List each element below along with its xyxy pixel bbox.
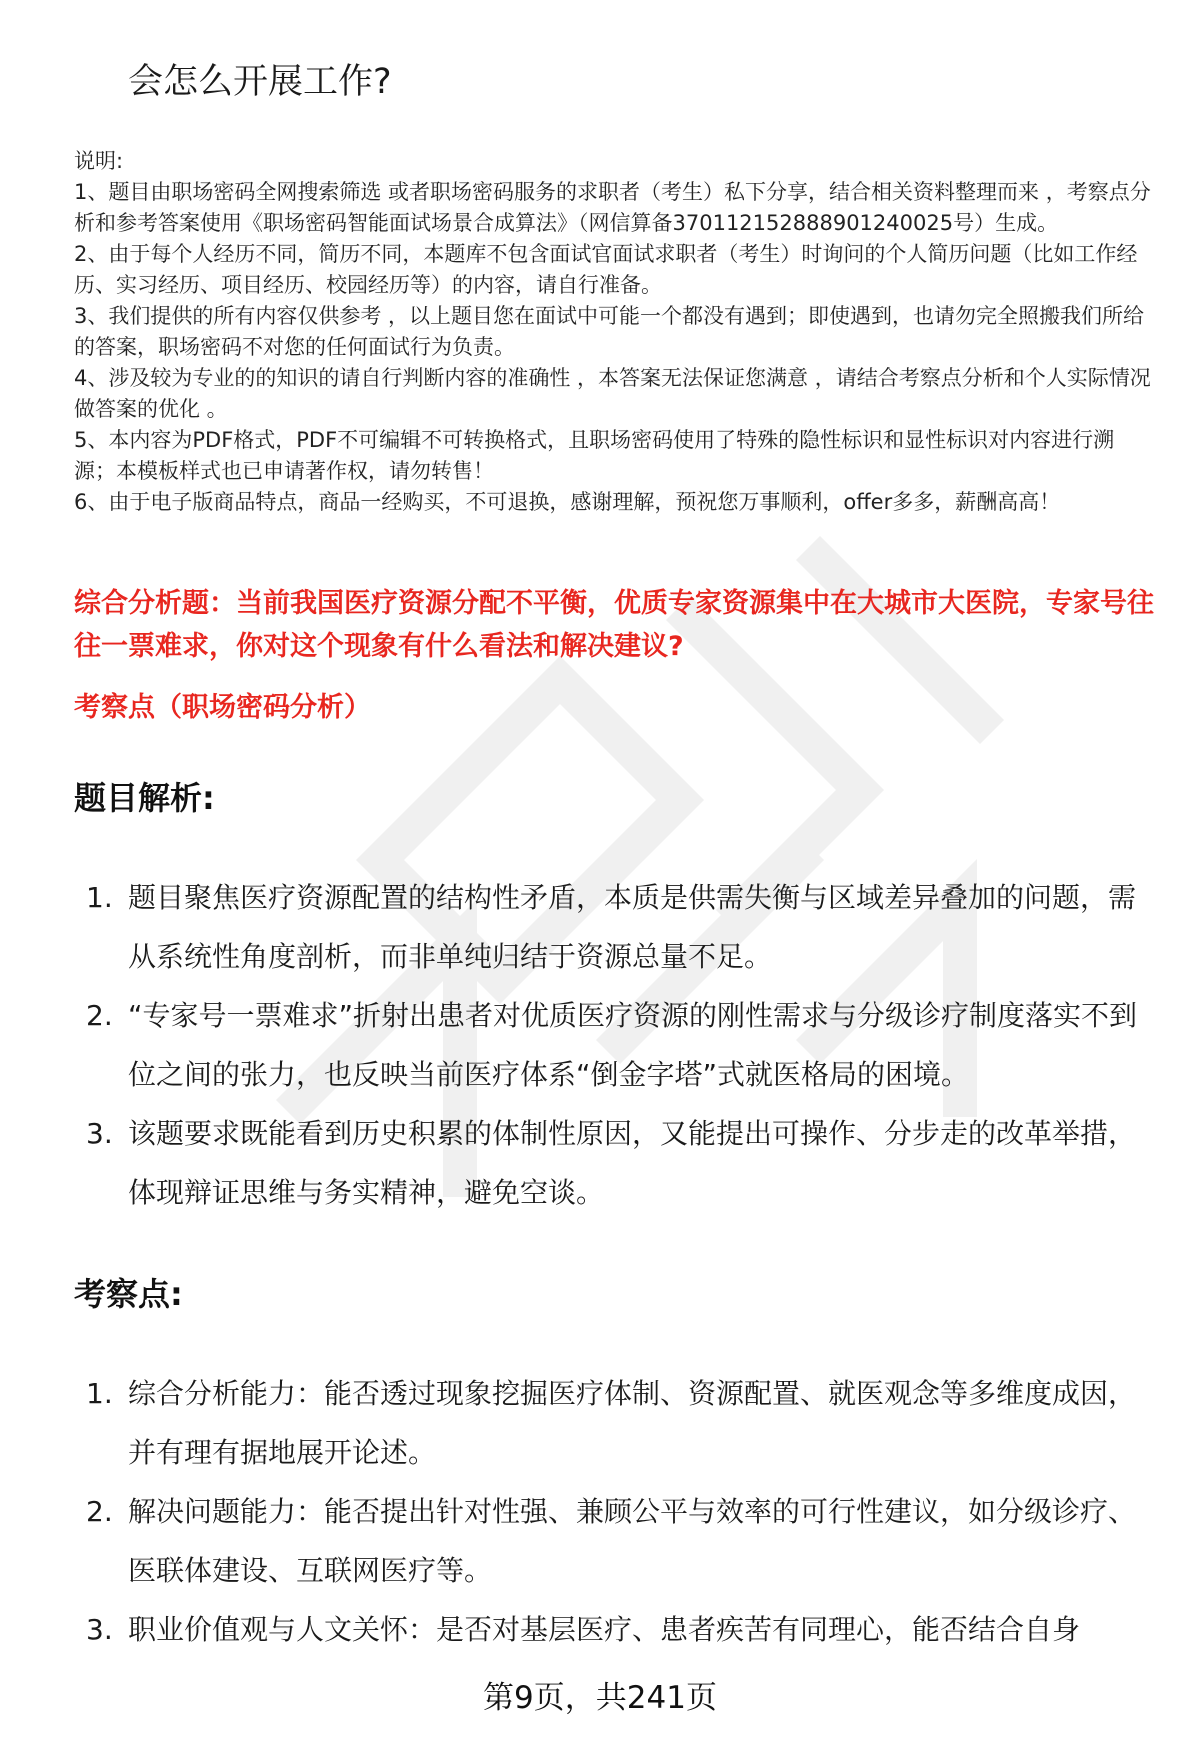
list-text: 解决问题能力：能否提出针对性强、兼顾公平与效率的可行性建议，如分级诊疗、医联体建设、互联网医疗等。 (128, 1495, 1137, 1587)
analysis-list (74, 868, 1154, 1222)
list-text: 该题要求既能看到历史积累的体制性原因，又能提出可操作、分步走的改革举措，体现辩证思维与务实精神，避免空谈。 (128, 1117, 1137, 1209)
previous-question-tail: 会怎么开展工作? (128, 62, 392, 102)
note-item: 5、本内容为PDF格式，PDF不可编辑不可转换格式，且职场密码使用了特殊的隐性标识和显性标识对内容进行溯源；本模板样式也已申请著作权，请勿转售！ (74, 428, 1115, 483)
list-item (74, 1482, 1154, 1600)
list-item (74, 986, 1154, 1104)
list-number: 1. (86, 881, 113, 914)
page-number: 第9页，共241页 (483, 1680, 717, 1716)
list-number: 2. (86, 1495, 113, 1528)
list-text: 题目聚焦医疗资源配置的结构性矛盾，本质是供需失衡与区域差异叠加的问题，需从系统性角度剖析，而非单纯归结于资源总量不足。 (128, 881, 1137, 973)
list-item (74, 1364, 1154, 1482)
notes-block (74, 146, 1154, 518)
note-item: 3、我们提供的所有内容仅供参考 ，以上题目您在面试中可能一个都没有遇到；即使遇到，也请勿完全照搬我们所给的答案，职场密码不对您的任何面试行为负责。 (74, 304, 1145, 359)
kaocha-label: 考察点（职场密码分析） (74, 692, 371, 723)
question-heading (74, 582, 1154, 668)
list-number: 1. (86, 1377, 113, 1410)
points-title: 考察点: (74, 1275, 183, 1313)
list-number: 2. (86, 999, 113, 1032)
list-number: 3. (86, 1117, 113, 1150)
list-item (74, 1600, 1154, 1659)
list-number: 3. (86, 1613, 113, 1646)
points-list (74, 1364, 1154, 1659)
list-text: “专家号一票难求”折射出患者对优质医疗资源的刚性需求与分级诊疗制度落实不到位之间的张力，也反映当前医疗体系“倒金字塔”式就医格局的困境。 (128, 999, 1138, 1091)
note-item: 4、涉及较为专业的的知识的请自行判断内容的准确性 ，本答案无法保证您满意 ，请结合考察点分析和个人实际情况做答案的优化 。 (74, 366, 1151, 421)
note-item: 2、由于每个人经历不同，简历不同，本题库不包含面试官面试求职者（考生）时询问的个人简历问题（比如工作经历、实习经历、项目经历、校园经历等）的内容，请自行准备。 (74, 242, 1138, 297)
list-item (74, 1104, 1154, 1222)
list-text: 职业价值观与人文关怀：是否对基层医疗、患者疾苦有同理心，能否结合自身 (128, 1613, 1081, 1646)
question-text: 综合分析题：当前我国医疗资源分配不平衡，优质专家资源集中在大城市大医院，专家号往往一票难求，你对这个现象有什么看法和解决建议? (74, 588, 1154, 662)
note-item: 1、题目由职场密码全网搜索筛选 或者职场密码服务的求职者（考生）私下分享，结合相关资料整理而来 ，考察点分析和参考答案使用《职场密码智能面试场景合成算法》（网信算备370112152888901240025号）生成。 (74, 180, 1151, 235)
note-item: 6、由于电子版商品特点，商品一经购买，不可退换，感谢理解，预祝您万事顺利，offer多多，薪酬高高！ (74, 490, 1061, 514)
list-text: 综合分析能力：能否透过现象挖掘医疗体制、资源配置、就医观念等多维度成因，并有理有据地展开论述。 (128, 1377, 1137, 1469)
list-item (74, 868, 1154, 986)
notes-heading: 说明: (74, 149, 124, 173)
analysis-title: 题目解析: (74, 779, 215, 817)
